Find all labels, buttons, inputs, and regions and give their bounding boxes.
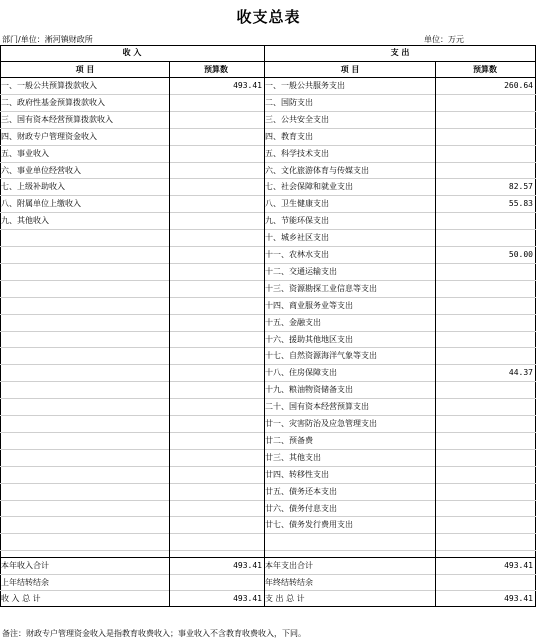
total-row <box>0 590 536 606</box>
income-value-cell <box>170 467 262 483</box>
income-item-cell: 收 入 总 计 <box>1 594 41 604</box>
expense-item-cell: 廿五、债务还本支出 <box>265 486 337 496</box>
expense-item-cell: 十七、自然资源海洋气象等支出 <box>265 351 377 361</box>
expense-item-cell: 十二、交通运输支出 <box>265 266 337 276</box>
expense-item-cell: 四、教育支出 <box>265 131 313 141</box>
income-value-cell: 493.41 <box>233 81 262 90</box>
income-value-cell <box>170 281 262 297</box>
income-column-divider <box>169 61 170 607</box>
expense-item-cell <box>265 534 435 550</box>
expense-item-cell: 廿一、灾害防治及应急管理支出 <box>265 419 377 428</box>
income-item-header: 项 目 <box>75 65 95 74</box>
page-title: 收支总表 <box>236 8 301 26</box>
expense-value-cell <box>437 348 533 364</box>
table-row <box>0 77 536 93</box>
expense-item-cell: 年终结转结余 <box>265 577 313 587</box>
income-item-cell <box>1 484 169 500</box>
expense-value-cell: 50.00 <box>508 250 533 259</box>
unit-label: 单位：万元 <box>424 35 464 44</box>
income-value-cell <box>170 348 262 364</box>
income-value-cell <box>170 450 262 466</box>
expense-item-cell: 十三、资源勘探工业信息等支出 <box>265 283 377 293</box>
income-item-cell <box>1 517 169 533</box>
expense-item-cell: 六、文化旅游体育与传媒支出 <box>265 165 369 175</box>
income-item-cell <box>1 382 169 398</box>
expense-item-cell: 廿四、转移性支出 <box>265 469 329 479</box>
table-row <box>0 246 536 262</box>
income-item-cell <box>1 399 169 415</box>
table-row <box>0 128 536 144</box>
income-value-cell <box>170 416 262 432</box>
table-row <box>0 381 536 397</box>
expense-value-cell: 493.41 <box>504 594 533 604</box>
income-item-cell: 六、事业单位经营收入 <box>1 165 81 175</box>
table-row <box>0 178 536 194</box>
expense-value-cell <box>437 484 533 500</box>
table-row <box>0 280 536 296</box>
expense-item-cell: 三、公共安全支出 <box>265 114 329 124</box>
income-item-cell <box>1 247 169 263</box>
income-item-cell <box>1 467 169 483</box>
income-value-cell <box>170 501 262 517</box>
income-value-cell <box>170 315 262 331</box>
table-row <box>0 415 536 431</box>
income-value-cell <box>170 399 262 415</box>
income-item-cell <box>1 348 169 364</box>
expense-value-cell <box>437 163 533 179</box>
income-value-cell: 493.41 <box>233 561 262 570</box>
income-item-cell: 二、政府性基金预算拨款收入 <box>1 97 105 107</box>
table-row <box>0 111 536 127</box>
income-value-cell <box>170 484 262 500</box>
expense-value-cell: 82.57 <box>508 182 533 192</box>
expense-value-cell <box>437 129 533 145</box>
table-row <box>0 500 536 516</box>
income-item-cell <box>1 298 169 314</box>
expense-item-cell: 七、社会保障和就业支出 <box>265 182 353 192</box>
expense-item-cell: 廿三、其他支出 <box>265 452 321 462</box>
income-value-cell <box>170 163 262 179</box>
expense-value-cell <box>437 416 533 432</box>
expense-value-cell <box>437 501 533 517</box>
expense-value-cell <box>437 264 533 280</box>
table-row <box>0 263 536 279</box>
table-row <box>0 162 536 178</box>
expense-value-cell: 493.41 <box>504 561 533 570</box>
expense-item-cell: 九、节能环保支出 <box>265 216 329 226</box>
table-row <box>0 516 536 532</box>
expense-item-cell: 二、国防支出 <box>265 97 313 107</box>
expense-value-cell <box>437 230 533 246</box>
table-row <box>0 466 536 482</box>
income-value-cell <box>170 196 262 212</box>
expense-value-cell <box>437 146 533 162</box>
income-value-cell <box>170 534 262 550</box>
income-item-cell: 九、其他收入 <box>1 216 49 226</box>
expense-value-cell <box>437 433 533 449</box>
table-row <box>0 229 536 245</box>
expense-value-cell <box>437 112 533 128</box>
expense-item-cell: 廿六、债务付息支出 <box>265 503 337 513</box>
table-row <box>0 449 536 465</box>
expense-budget-header: 预算数 <box>473 65 497 74</box>
expense-value-cell: 55.83 <box>508 199 533 209</box>
expense-item-cell: 廿二、预备费 <box>265 435 313 445</box>
income-value-cell <box>170 433 262 449</box>
expense-item-cell: 二十、国有资本经营预算支出 <box>265 402 369 412</box>
expense-item-cell: 十四、商业服务业等支出 <box>265 300 353 310</box>
income-value-cell <box>170 179 262 195</box>
income-item-cell <box>1 365 169 381</box>
expense-item-header: 项 目 <box>340 65 360 74</box>
table-row <box>0 195 536 211</box>
income-value-cell <box>170 146 262 162</box>
income-item-cell: 本年收入合计 <box>1 561 49 570</box>
income-item-cell: 四、财政专户管理资金收入 <box>1 131 97 141</box>
income-value-cell <box>170 332 262 348</box>
expense-value-cell <box>437 298 533 314</box>
table-row <box>0 331 536 347</box>
expense-column-divider <box>435 61 436 607</box>
expense-value-cell <box>437 467 533 483</box>
expense-value-cell <box>437 281 533 297</box>
income-value-cell <box>170 213 262 229</box>
expense-value-cell <box>437 213 533 229</box>
expense-item-cell: 十五、金融支出 <box>265 317 321 327</box>
income-value-cell: 493.41 <box>233 594 262 604</box>
table-row <box>0 483 536 499</box>
table-row <box>0 212 536 228</box>
income-value-cell <box>170 230 262 246</box>
income-value-cell <box>170 112 262 128</box>
income-item-cell <box>1 416 169 432</box>
expense-item-cell: 十八、住房保障支出 <box>265 368 337 378</box>
income-item-cell <box>1 332 169 348</box>
table-row <box>0 297 536 313</box>
expense-item-cell: 十六、援助其他地区支出 <box>265 334 353 344</box>
income-value-cell <box>170 517 262 533</box>
table-row <box>0 432 536 448</box>
income-item-cell <box>1 534 169 550</box>
income-value-cell <box>170 298 262 314</box>
expense-value-cell <box>437 450 533 466</box>
income-item-cell <box>1 264 169 280</box>
income-section-header: 收 入 <box>122 48 142 57</box>
expense-item-cell: 五、科学技术支出 <box>265 148 329 158</box>
income-value-cell <box>170 129 262 145</box>
expense-item-cell: 廿七、债务发行费用支出 <box>265 520 353 530</box>
income-item-cell <box>1 450 169 466</box>
income-value-cell <box>170 95 262 111</box>
expense-value-cell <box>437 399 533 415</box>
expense-value-cell <box>437 332 533 348</box>
expense-value-cell: 260.64 <box>504 81 533 90</box>
income-item-cell <box>1 501 169 517</box>
income-item-cell <box>1 315 169 331</box>
expense-value-cell <box>437 517 533 533</box>
income-item-cell: 一、一般公共预算拨款收入 <box>1 81 97 90</box>
table-row <box>0 398 536 414</box>
income-value-cell <box>170 382 262 398</box>
income-value-cell <box>170 575 262 591</box>
footnote: 备注：财政专户管理资金收入是指教育收费收入；事业收入不含教育收费收入，下同。 <box>2 629 306 638</box>
income-item-cell <box>1 230 169 246</box>
expense-item-cell: 支 出 总 计 <box>265 594 305 604</box>
expense-section-header: 支 出 <box>390 48 410 57</box>
total-row <box>0 557 536 573</box>
income-value-cell <box>170 264 262 280</box>
income-value-cell <box>170 247 262 263</box>
expense-item-cell: 本年支出合计 <box>265 561 313 570</box>
expense-value-cell <box>437 95 533 111</box>
table-row <box>0 364 536 380</box>
income-value-cell <box>170 365 262 381</box>
expense-value-cell <box>437 315 533 331</box>
expense-item-cell: 八、卫生健康支出 <box>265 199 329 209</box>
section-header-row <box>0 45 536 61</box>
expense-item-cell: 十九、粮油物资储备支出 <box>265 385 353 395</box>
expense-item-cell: 十一、农林水支出 <box>265 250 329 259</box>
expense-value-cell <box>437 575 533 591</box>
expense-value-cell <box>437 382 533 398</box>
income-item-cell: 三、国有资本经营预算拨款收入 <box>1 114 113 124</box>
column-header-row <box>0 61 536 77</box>
expense-item-cell: 十、城乡社区支出 <box>265 233 329 243</box>
table-row <box>0 314 536 330</box>
income-item-cell: 八、附属单位上缴收入 <box>1 199 81 209</box>
table-row <box>0 533 536 549</box>
income-item-cell <box>1 281 169 297</box>
expense-item-cell: 一、一般公共服务支出 <box>265 81 345 90</box>
income-item-cell: 七、上级补助收入 <box>1 182 65 192</box>
center-divider <box>264 45 265 607</box>
income-item-cell: 五、事业收入 <box>1 148 49 158</box>
table-row <box>0 94 536 110</box>
income-budget-header: 预算数 <box>204 65 228 74</box>
income-item-cell <box>1 433 169 449</box>
expense-value-cell: 44.37 <box>508 368 533 378</box>
table-row <box>0 347 536 363</box>
department-label: 部门/单位：淅河镇财政所 <box>2 35 93 44</box>
table-row <box>0 145 536 161</box>
expense-value-cell <box>437 534 533 550</box>
income-item-cell: 上年结转结余 <box>1 577 49 587</box>
total-row <box>0 574 536 590</box>
